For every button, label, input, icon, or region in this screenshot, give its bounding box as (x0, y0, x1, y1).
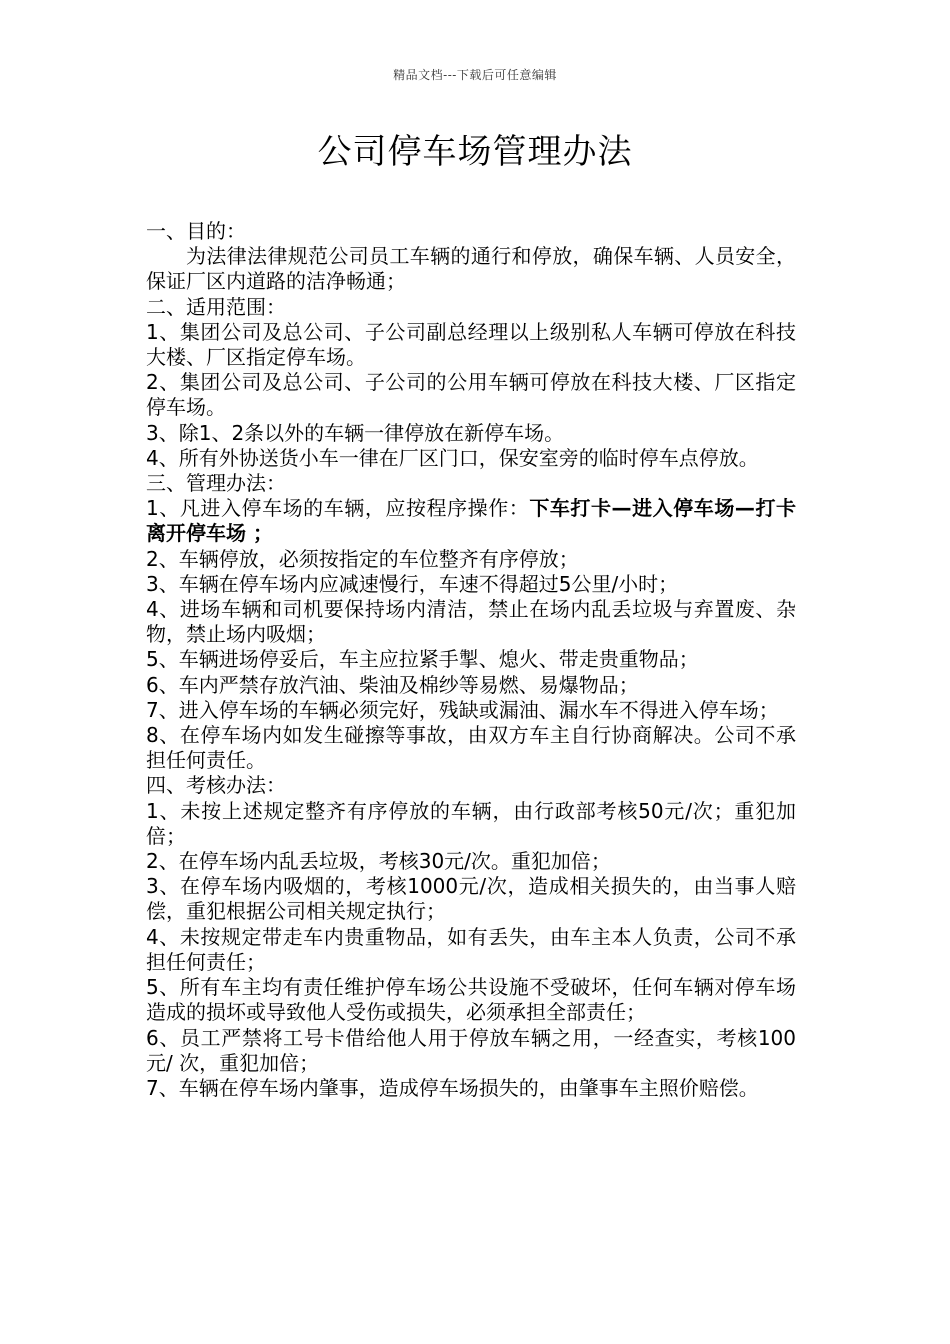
management-item (146, 496, 796, 546)
purpose-paragraph: 为法律法律规范公司员工车辆的通行和停放，确保车辆、人员安全，保证厂区内道路的洁净畅通； (146, 244, 796, 294)
header-note: 精品文档---下载后可任意编辑 (393, 68, 557, 82)
management-item: 7、进入停车场的车辆必须完好，残缺或漏油、漏水车不得进入停车场； (146, 697, 779, 722)
assessment-item: 4、未按规定带走车内贵重物品，如有丢失，由车主本人负责，公司不承担任何责任； (146, 924, 796, 974)
scope-item: 1、集团公司及总公司、子公司副总经理以上级别私人车辆可停放在科技大楼、厂区指定停车场。 (146, 319, 796, 370)
scope-item: 3、除1、2条以外的车辆一律停放在新停车场。 (146, 420, 565, 445)
page-title: 公司停车场管理办法 (317, 132, 633, 172)
management-item-prefix: 1、凡进入停车场的车辆，应按程序操作： (146, 496, 530, 521)
assessment-item: 7、车辆在停车场内肇事，造成停车场损失的，由肇事车主照价赔偿。 (146, 1075, 759, 1100)
document-body (146, 219, 796, 1101)
management-item: 2、车辆停放，必须按指定的车位整齐有序停放； (146, 546, 579, 571)
section-heading-management: 三、管理办法： (146, 471, 286, 496)
assessment-item: 5、所有车主均有责任维护停车场公共设施不受破坏，任何车辆对停车场造成的损坏或导致他人受伤或损失，必须承担全部责任； (146, 975, 796, 1025)
management-item: 8、在停车场内如发生碰擦等事故，由双方车主自行协商解决。公司不承担任何责任。 (146, 723, 796, 773)
management-item: 6、车内严禁存放汽油、柴油及棉纱等易燃、易爆物品； (146, 672, 639, 697)
management-item: 4、进场车辆和司机要保持场内清洁，禁止在场内乱丢垃圾与弃置废、杂物，禁止场内吸烟； (146, 597, 796, 647)
management-item: 5、车辆进场停妥后，车主应拉紧手掣、熄火、带走贵重物品； (146, 647, 699, 672)
assessment-item: 3、在停车场内吸烟的，考核1000元/次，造成相关损失的，由当事人赔偿，重犯根据公司相关规定执行； (146, 874, 796, 924)
assessment-item: 2、在停车场内乱丢垃圾，考核30元/次。重犯加倍； (146, 849, 611, 874)
section-heading-assessment: 四、考核办法： (146, 773, 286, 798)
section-heading-purpose: 一、目的： (146, 219, 246, 243)
section-heading-scope: 二、适用范围： (146, 294, 286, 319)
management-item: 3、车辆在停车场内应减速慢行，车速不得超过5公里/小时； (146, 571, 679, 596)
scope-item: 4、所有外协送货小车一律在厂区门口，保安室旁的临时停车点停放。 (146, 445, 759, 470)
assessment-item: 6、员工严禁将工号卡借给他人用于停放车辆之用，一经查实，考核100元/ 次，重犯加倍； (146, 1025, 796, 1075)
assessment-item: 1、未按上述规定整齐有序停放的车辆，由行政部考核50元/次；重犯加倍； (146, 798, 796, 848)
management-item-emphasis: 下车打卡—进入停车场—打卡离开停车场 ； (146, 496, 796, 546)
scope-item: 2、集团公司及总公司、子公司的公用车辆可停放在科技大楼、厂区指定停车场。 (146, 370, 796, 420)
